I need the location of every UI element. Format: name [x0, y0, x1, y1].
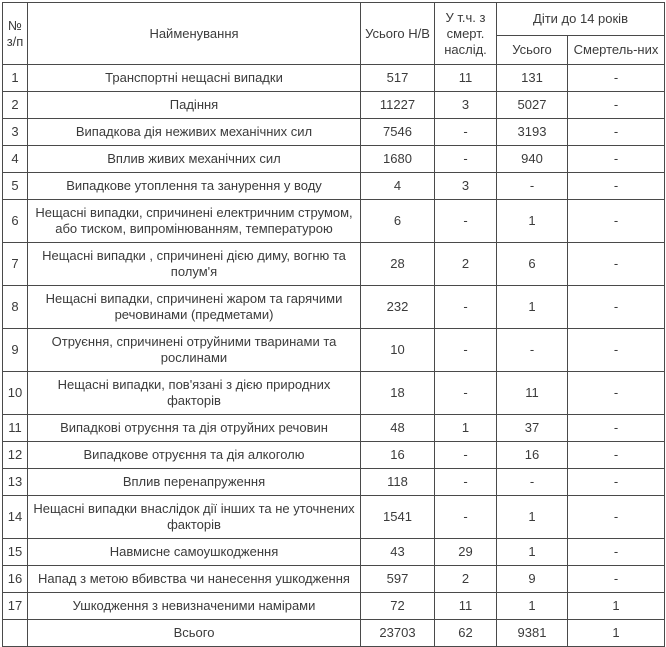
- col-header-name: Найменування: [28, 3, 361, 65]
- cell-fatal: -: [435, 329, 497, 372]
- cell-name: Всього: [28, 620, 361, 647]
- header-row-top: [3, 3, 665, 36]
- table-row: [3, 329, 665, 372]
- cell-num: 3: [3, 119, 28, 146]
- cell-children-total: -: [497, 329, 568, 372]
- cell-num: 5: [3, 173, 28, 200]
- table-row: [3, 442, 665, 469]
- cell-fatal: 2: [435, 243, 497, 286]
- cell-num: 16: [3, 566, 28, 593]
- table-body: [3, 65, 665, 647]
- cell-children-fatal: -: [568, 146, 665, 173]
- cell-children-fatal: -: [568, 415, 665, 442]
- cell-total: 16: [361, 442, 435, 469]
- cell-children-fatal: -: [568, 200, 665, 243]
- cell-num: 13: [3, 469, 28, 496]
- cell-fatal: -: [435, 146, 497, 173]
- table-row: [3, 243, 665, 286]
- cell-total: 517: [361, 65, 435, 92]
- table-row: [3, 539, 665, 566]
- cell-children-total: 6: [497, 243, 568, 286]
- table-row: [3, 496, 665, 539]
- cell-fatal: -: [435, 286, 497, 329]
- cell-total: 7546: [361, 119, 435, 146]
- cell-num: 17: [3, 593, 28, 620]
- cell-total: 1541: [361, 496, 435, 539]
- cell-children-fatal: -: [568, 469, 665, 496]
- cell-fatal: -: [435, 469, 497, 496]
- cell-num: 8: [3, 286, 28, 329]
- cell-total: 18: [361, 372, 435, 415]
- cell-children-fatal: -: [568, 566, 665, 593]
- cell-name: Випадкові отруєння та дія отруйних речовин: [28, 415, 361, 442]
- cell-children-total: 1: [497, 200, 568, 243]
- cell-fatal: -: [435, 372, 497, 415]
- cell-fatal: -: [435, 442, 497, 469]
- cell-num: 15: [3, 539, 28, 566]
- cell-fatal: -: [435, 119, 497, 146]
- cell-children-total: 940: [497, 146, 568, 173]
- cell-name: Нещасні випадки внаслідок дії інших та не уточнених факторів: [28, 496, 361, 539]
- cell-num: 7: [3, 243, 28, 286]
- cell-fatal: -: [435, 496, 497, 539]
- table-row: [3, 372, 665, 415]
- cell-fatal: 11: [435, 65, 497, 92]
- cell-children-fatal: -: [568, 539, 665, 566]
- cell-name: Ушкодження з невизначеними намірами: [28, 593, 361, 620]
- cell-name: Випадкове утоплення та занурення у воду: [28, 173, 361, 200]
- table-row: [3, 173, 665, 200]
- cell-total: 10: [361, 329, 435, 372]
- cell-fatal: 2: [435, 566, 497, 593]
- table-row: [3, 566, 665, 593]
- cell-name: Навмисне самоушкодження: [28, 539, 361, 566]
- cell-name: Вплив живих механічних сил: [28, 146, 361, 173]
- cell-children-total: 9381: [497, 620, 568, 647]
- cell-children-fatal: -: [568, 286, 665, 329]
- cell-num: 14: [3, 496, 28, 539]
- cell-total: 23703: [361, 620, 435, 647]
- cell-total: 72: [361, 593, 435, 620]
- cell-children-fatal: -: [568, 243, 665, 286]
- cell-total: 118: [361, 469, 435, 496]
- table-row: [3, 92, 665, 119]
- cell-fatal: 3: [435, 92, 497, 119]
- table-total-row: [3, 620, 665, 647]
- col-header-children-total: Усього: [497, 36, 568, 65]
- table-row: [3, 119, 665, 146]
- cell-total: 43: [361, 539, 435, 566]
- cell-children-fatal: -: [568, 119, 665, 146]
- cell-children-fatal: -: [568, 442, 665, 469]
- cell-fatal: 62: [435, 620, 497, 647]
- col-header-total: Усього Н/В: [361, 3, 435, 65]
- cell-children-fatal: -: [568, 173, 665, 200]
- accidents-statistics-table: [2, 2, 665, 647]
- table-row: [3, 200, 665, 243]
- table-row: [3, 469, 665, 496]
- cell-name: Напад з метою вбивства чи нанесення ушкодження: [28, 566, 361, 593]
- table-row: [3, 593, 665, 620]
- cell-children-total: 1: [497, 593, 568, 620]
- cell-children-fatal: 1: [568, 593, 665, 620]
- cell-children-total: -: [497, 469, 568, 496]
- col-header-children-fatal: Смертель-них: [568, 36, 665, 65]
- table-row: [3, 286, 665, 329]
- cell-name: Транспортні нещасні випадки: [28, 65, 361, 92]
- cell-total: 4: [361, 173, 435, 200]
- cell-num: 11: [3, 415, 28, 442]
- cell-name: Випадкова дія неживих механічних сил: [28, 119, 361, 146]
- cell-children-fatal: -: [568, 65, 665, 92]
- cell-children-total: 5027: [497, 92, 568, 119]
- cell-num: 12: [3, 442, 28, 469]
- cell-children-fatal: -: [568, 329, 665, 372]
- cell-fatal: 1: [435, 415, 497, 442]
- table-row: [3, 146, 665, 173]
- cell-total: 597: [361, 566, 435, 593]
- cell-name: Випадкове отруєння та дія алкоголю: [28, 442, 361, 469]
- cell-num: 1: [3, 65, 28, 92]
- cell-name: Нещасні випадки, спричинені електричним струмом, або тиском, випромінюванням, температурою: [28, 200, 361, 243]
- col-header-fatal: У т.ч. з смерт. наслід.: [435, 3, 497, 65]
- table-header: [3, 3, 665, 65]
- cell-num: [3, 620, 28, 647]
- cell-fatal: 29: [435, 539, 497, 566]
- cell-num: 6: [3, 200, 28, 243]
- cell-children-total: 37: [497, 415, 568, 442]
- cell-children-total: 3193: [497, 119, 568, 146]
- cell-children-total: 16: [497, 442, 568, 469]
- cell-children-total: 1: [497, 496, 568, 539]
- cell-fatal: 3: [435, 173, 497, 200]
- cell-children-fatal: -: [568, 372, 665, 415]
- cell-num: 2: [3, 92, 28, 119]
- cell-children-total: 9: [497, 566, 568, 593]
- cell-num: 4: [3, 146, 28, 173]
- cell-fatal: 11: [435, 593, 497, 620]
- cell-total: 28: [361, 243, 435, 286]
- table-row: [3, 65, 665, 92]
- cell-total: 48: [361, 415, 435, 442]
- cell-children-fatal: -: [568, 496, 665, 539]
- table-row: [3, 415, 665, 442]
- cell-total: 11227: [361, 92, 435, 119]
- cell-name: Отруєння, спричинені отруйними тваринами та рослинами: [28, 329, 361, 372]
- cell-name: Вплив перенапруження: [28, 469, 361, 496]
- cell-total: 6: [361, 200, 435, 243]
- cell-name: Нещасні випадки, спричинені жаром та гарячими речовинами (предметами): [28, 286, 361, 329]
- col-header-num: № з/п: [3, 3, 28, 65]
- cell-children-total: 1: [497, 286, 568, 329]
- cell-total: 1680: [361, 146, 435, 173]
- cell-num: 10: [3, 372, 28, 415]
- cell-num: 9: [3, 329, 28, 372]
- cell-children-total: 11: [497, 372, 568, 415]
- cell-total: 232: [361, 286, 435, 329]
- cell-children-fatal: -: [568, 92, 665, 119]
- cell-children-total: 131: [497, 65, 568, 92]
- cell-name: Нещасні випадки, пов'язані з дією природних факторів: [28, 372, 361, 415]
- col-header-children-group: Діти до 14 років: [497, 3, 665, 36]
- cell-name: Падіння: [28, 92, 361, 119]
- cell-children-total: 1: [497, 539, 568, 566]
- cell-name: Нещасні випадки , спричинені дією диму, вогню та полум'я: [28, 243, 361, 286]
- cell-fatal: -: [435, 200, 497, 243]
- cell-children-fatal: 1: [568, 620, 665, 647]
- cell-children-total: -: [497, 173, 568, 200]
